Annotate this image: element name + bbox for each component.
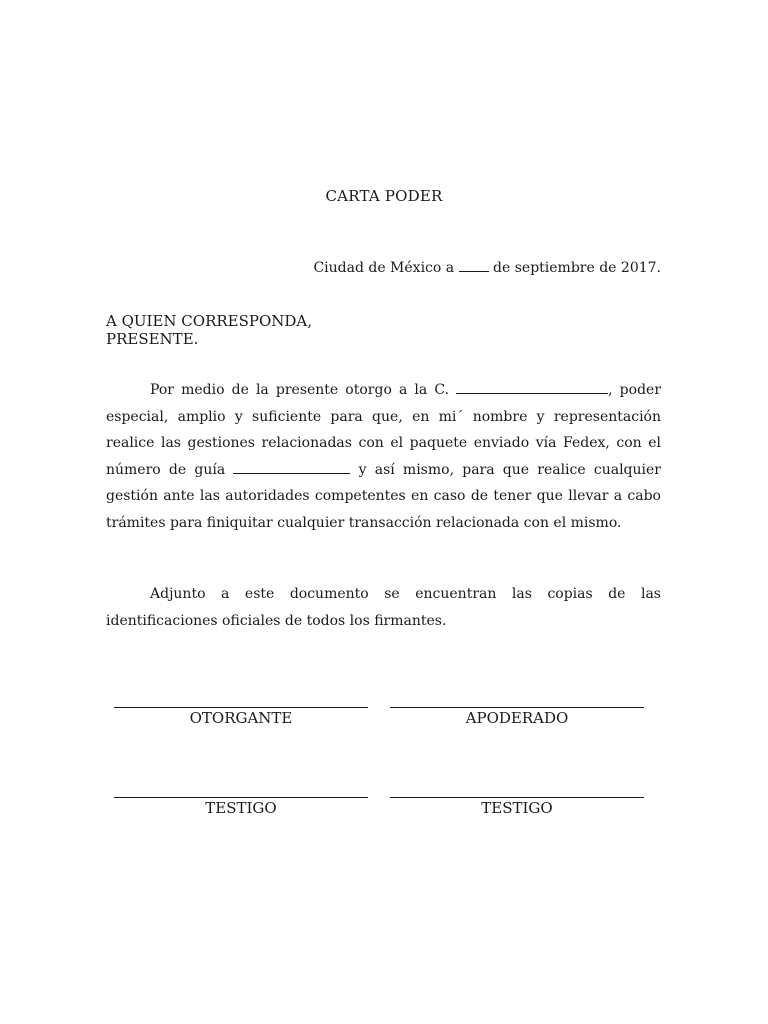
grantee-name-blank [456,381,608,394]
day-blank [459,259,489,272]
place-date-prefix: Ciudad de México a [313,260,459,276]
tracking-number-blank [233,461,350,474]
signature-testigo-1: TESTIGO [114,797,368,817]
place-date-suffix: de septiembre de 2017. [488,260,661,276]
paragraph1-part2: , poder especial, amplio y suficiente para que, en mi´ nombre y representación realice las gestiones relacionadas con el paquete enviado vía Fedex, con el número de guía [106,382,662,478]
signature-otorgante: OTORGANTE [114,707,368,727]
addressee-line-2: PRESENTE. [106,330,199,348]
paragraph2-text: Adjunto a este documento se encuentran las copias de las identificaciones oficiales de todos los firmantes. [106,586,661,629]
signature-apoderado: APODERADO [390,707,644,727]
addressee-line-1: A QUIEN CORRESPONDA, [106,312,313,330]
paragraph1-part3: y así mismo, para que realice cualquier gestión ante las autoridades competentes en caso de tener que llevar a cabo trámites para finiquitar cualquier transacción relacionada con el mismo. [106,461,661,531]
place-date-line [313,259,661,276]
paragraph1-part1: Por medio de la presente otorgo a la C. [150,382,457,398]
document-title: CARTA PODER [325,187,443,205]
main-paragraph [106,377,661,537]
signature-testigo-2: TESTIGO [390,797,644,817]
addressee-block [106,312,312,348]
attachment-paragraph [106,581,661,634]
